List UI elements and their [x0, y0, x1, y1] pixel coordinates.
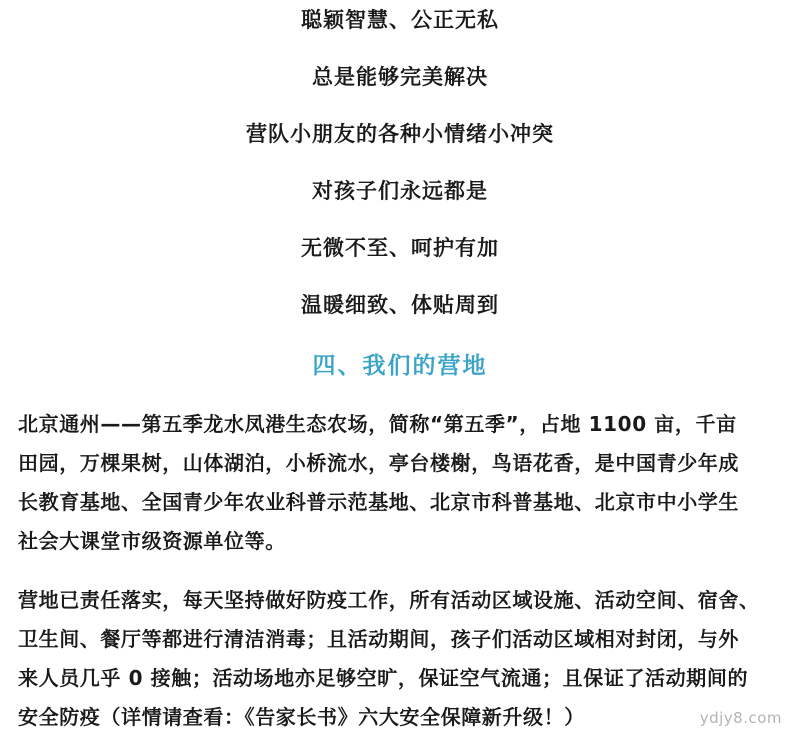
paragraph-line: 安全防疫（详情请查看：《告家长书》六大安全保障新升级！）: [18, 705, 585, 729]
paragraph-line: 营地已责任落实，每天坚持做好防疫工作，所有活动区域设施、活动空间、宿舍、: [18, 588, 760, 612]
intro-line-4: 对孩子们永远都是: [312, 179, 488, 203]
intro-line-6: 温暖细致、体贴周到: [301, 293, 499, 317]
paragraph-campsite-intro: [18, 409, 788, 557]
paragraph-line: 北京通州——第五季龙水凤港生态农场，简称“第五季”，占地 1100 亩，千亩: [18, 412, 737, 436]
paragraph-line: 卫生间、餐厅等都进行清洁消毒；且活动期间，孩子们活动区域相对封闭，与外: [18, 627, 739, 651]
paragraph-line: 田园，万棵果树，山体湖泊，小桥流水，亭台楼榭，鸟语花香，是中国青少年成: [18, 451, 739, 475]
paragraph-epidemic-prevention: [18, 585, 788, 733]
intro-line-5: 无微不至、呵护有加: [301, 236, 499, 260]
paragraph-line: 长教育基地、全国青少年农业科普示范基地、北京市科普基地、北京市中小学生: [18, 490, 739, 514]
intro-line-1: 聪颖智慧、公正无私: [301, 8, 499, 32]
intro-line-2: 总是能够完美解决: [312, 65, 488, 89]
site-watermark: ydjy8.com: [699, 709, 782, 727]
section-heading: 四、我们的营地: [312, 353, 488, 379]
paragraph-line: 社会大课堂市级资源单位等。: [18, 529, 286, 553]
paragraph-line: 来人员几乎 0 接触；活动场地亦足够空旷，保证空气流通；且保证了活动期间的: [18, 666, 749, 690]
intro-line-3: 营队小朋友的各种小情绪小冲突: [246, 122, 554, 146]
